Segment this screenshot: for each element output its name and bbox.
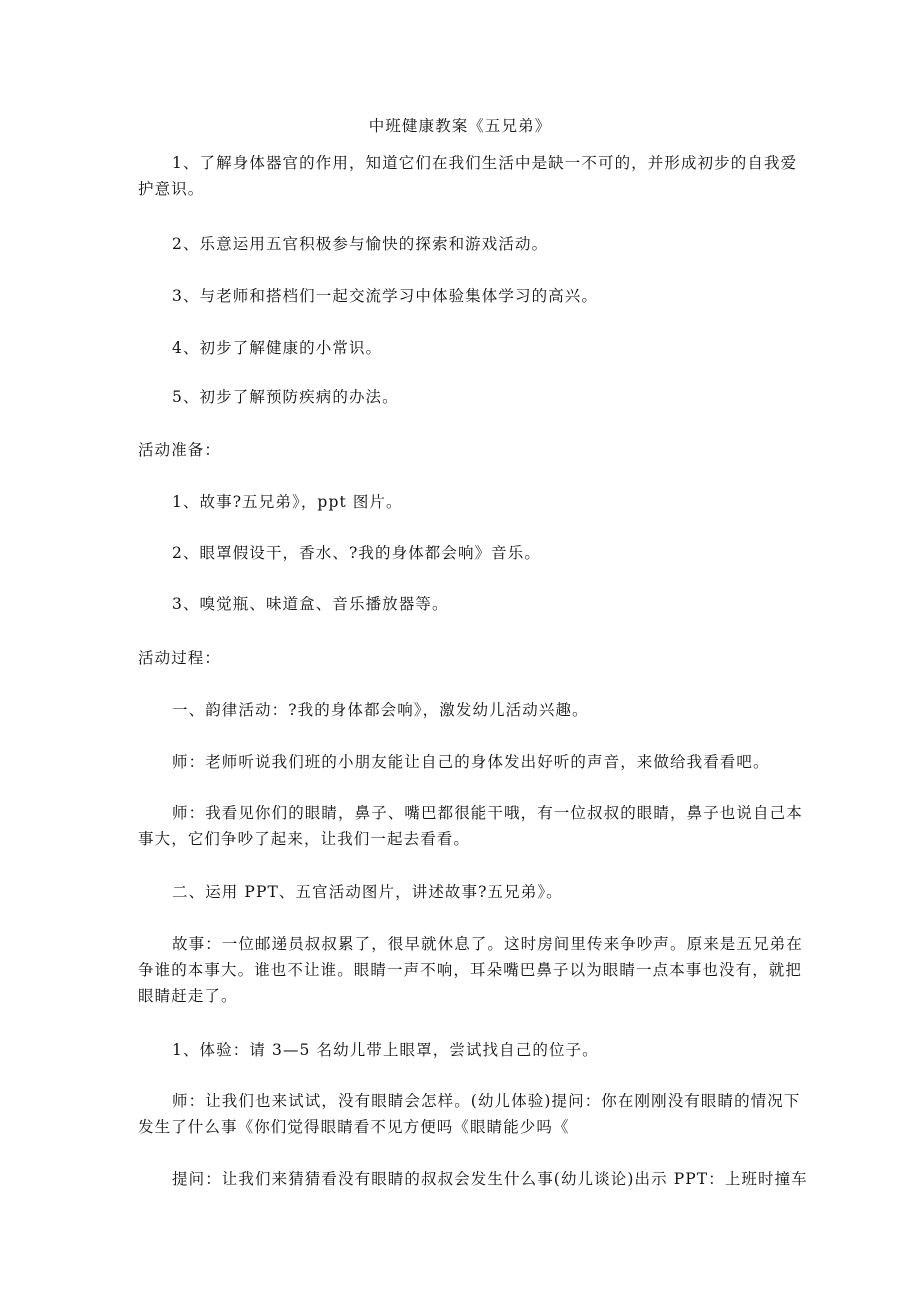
document-title: 中班健康教案《五兄弟》 <box>368 117 552 135</box>
story-line-1: 故事：一位邮递员叔叔累了，很早就休息了。这时房间里传来争吵声。原来是五兄弟在 <box>172 935 803 953</box>
process-step-1: 一、韵律活动：?我的身体都会响》，激发幼儿活动兴趣。 <box>172 701 589 719</box>
prep-item-1: 1、故事?五兄弟》，ppt 图片。 <box>172 493 403 511</box>
goal-1-line-2: 护意识。 <box>138 180 205 198</box>
story-line-2: 争谁的本事大。谁也不让谁。眼睛一声不响，耳朵嘴巴鼻子以为眼睛一点本事也没有，就把 <box>138 961 803 979</box>
process-teacher-1: 师：老师听说我们班的小朋友能让自己的身体发出好听的声音，来做给我看看吧。 <box>172 753 770 771</box>
process-teacher-2-line-2: 事大，它们争吵了起来，让我们一起去看看。 <box>138 830 471 848</box>
process-heading: 活动过程： <box>138 649 222 667</box>
prep-item-2: 2、眼罩假设干，香水、?我的身体都会响》音乐。 <box>172 544 541 562</box>
goal-1-line-1: 1、了解身体器官的作用，知道它们在我们生活中是缺一不可的，并形成初步的自我爱 <box>172 154 798 172</box>
story-line-3: 眼睛赶走了。 <box>138 987 238 1005</box>
question-line: 提问：让我们来猜猜看没有眼睛的叔叔会发生什么事(幼儿谈论)出示 PPT：上班时撞车 <box>172 1170 808 1188</box>
process-step-2: 二、运用 PPT、五官活动图片，讲述故事?五兄弟》。 <box>172 883 563 901</box>
goal-2: 2、乐意运用五官积极参与愉快的探索和游戏活动。 <box>172 235 549 253</box>
teacher-question-line-2: 发生了什么事《你们觉得眼睛看不见方便吗《眼睛能少吗《 <box>138 1118 570 1136</box>
prep-heading: 活动准备： <box>138 441 222 459</box>
goal-5: 5、初步了解预防疾病的办法。 <box>172 388 399 406</box>
goal-3: 3、与老师和搭档们一起交流学习中体验集体学习的高兴。 <box>172 287 598 305</box>
experience-step: 1、体验：请 3—5 名幼儿带上眼罩，尝试找自己的位子。 <box>172 1041 599 1059</box>
prep-item-3: 3、嗅觉瓶、味道盒、音乐播放器等。 <box>172 595 449 613</box>
goal-4: 4、初步了解健康的小常识。 <box>172 339 383 357</box>
process-teacher-2-line-1: 师：我看见你们的眼睛，鼻子、嘴巴都很能干哦，有一位叔叔的眼睛，鼻子也说自己本 <box>172 804 803 822</box>
teacher-question-line-1: 师：让我们也来试试，没有眼睛会怎样。(幼儿体验)提问：你在刚刚没有眼睛的情况下 <box>172 1092 801 1110</box>
